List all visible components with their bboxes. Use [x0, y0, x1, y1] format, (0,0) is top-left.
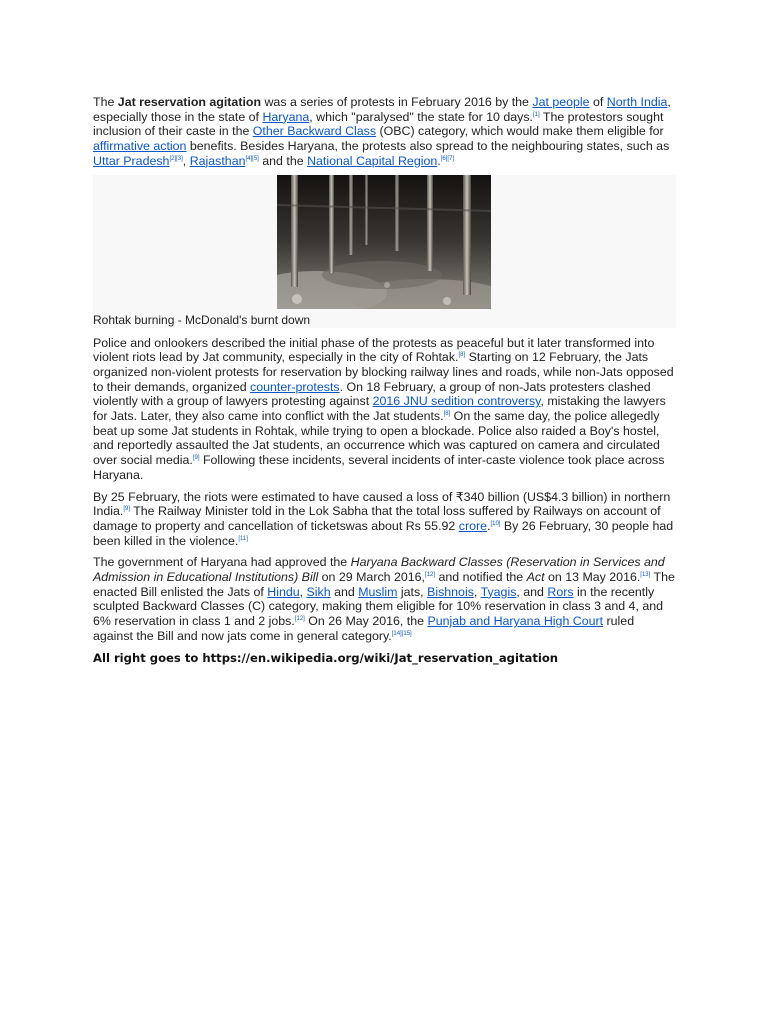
text: . On 18 February, a group of non-Jats protesters clashed violently with a group of lawyers protesting against [93, 379, 651, 409]
text: ruled against the Bill and now jats come in general category. [93, 614, 635, 643]
bill-title-italic: Haryana Backward Classes (Reservation in Services and Admission in Educational Institutions) Bill [93, 555, 665, 585]
link-north-india[interactable]: North India [606, 95, 668, 109]
text: was a series of protests in February 2016 by the [261, 95, 533, 109]
text: benefits. Besides Haryana, the protests also spread to the neighbouring states, such as [186, 139, 670, 154]
link-national-capital-region[interactable]: National Capital Region [307, 153, 438, 168]
text: By 26 February, 30 people had been killed in the violence. [93, 518, 674, 548]
text: (OBC) category, which would make them eligible for [376, 124, 664, 139]
link-rajasthan[interactable]: Rajasthan [189, 153, 246, 168]
text: , [473, 584, 481, 599]
text: of [589, 95, 607, 109]
text: and the [258, 153, 308, 168]
link-tyagis[interactable]: Tyagis [480, 584, 517, 599]
text: in the recently sculpted Backward Classes (C) category, making them eligible for 10% reservation in class 3 and 4, and 6% reservation in class 1 and 2 jobs. [93, 584, 664, 629]
link-rors[interactable]: Rors [547, 584, 574, 599]
citation-ref[interactable]: [12] [294, 616, 305, 623]
article-body [93, 95, 676, 665]
text: On the same day, the police allegedly beat up some Jat students in Rohtak, while trying to open a blockade. Police also raided a Boy's hostel, and reportedly assaulted the Jat students, an occurrence which was captured on camera and circulated over social media. [93, 409, 660, 468]
text: jats, [397, 584, 428, 599]
article-subject-bold: Jat reservation agitation [117, 95, 262, 109]
figure-caption: Rohtak burning - McDonald's burnt down [93, 312, 311, 327]
text: on 13 May 2016. [544, 570, 641, 585]
photo-illustration [277, 175, 491, 309]
citation-ref[interactable]: [14][15] [391, 630, 412, 637]
citation-ref[interactable]: [6][7] [440, 155, 455, 162]
text: . [486, 518, 491, 533]
citation-ref[interactable]: [11] [238, 535, 248, 542]
link-bishnois[interactable]: Bishnois [427, 584, 474, 599]
citation-ref[interactable]: [1] [532, 111, 540, 118]
intro-paragraph [93, 95, 676, 169]
protests-paragraph [93, 336, 676, 483]
text: Starting on 12 February, the Jats organized non-violent protests for reservation by blocking railway lines and roads, while non-Jats opposed to their demands, organized [93, 350, 674, 394]
text: . [437, 153, 441, 168]
source-credit: All right goes to https://en.wikipedia.org/wiki/Jat_reservation_agitation [93, 650, 559, 665]
text: on 29 March 2016, [318, 570, 425, 585]
text: , and [516, 584, 548, 599]
citation-ref[interactable]: [2][3] [169, 155, 183, 162]
link-other-backward-class[interactable]: Other Backward Class [252, 124, 377, 139]
citation-ref[interactable]: [8] [443, 410, 451, 417]
text: By 25 February, the riots were estimated to have caused a loss of ₹340 billion (US$4.3 billion) in northern India. [93, 489, 671, 519]
citation-ref[interactable]: [12] [425, 571, 436, 578]
link-uttar-pradesh[interactable]: Uttar Pradesh [93, 153, 170, 168]
citation-ref[interactable]: [9] [123, 506, 130, 513]
text: The government of Haryana had approved the [93, 555, 351, 570]
link-haryana[interactable]: Haryana [262, 109, 310, 124]
text: , [182, 153, 190, 168]
citation-ref[interactable]: [13] [640, 571, 651, 578]
citation-ref[interactable]: [10] [490, 520, 501, 527]
link-jnu-sedition-controversy[interactable]: 2016 JNU sedition controversy [372, 394, 541, 409]
link-muslim[interactable]: Muslim [358, 584, 398, 599]
text: , especially those in the state of [93, 95, 671, 124]
act-italic: Act [526, 570, 545, 585]
text: Following these incidents, several incidents of inter-caste violence took place across Haryana. [93, 453, 665, 482]
text: The enacted Bill enlisted the Jats of [93, 570, 675, 599]
citation-ref[interactable]: [8] [458, 352, 466, 359]
link-counter-protests[interactable]: counter-protests [250, 379, 340, 394]
link-sikh[interactable]: Sikh [306, 584, 331, 599]
text: The Railway Minister told in the Lok Sabha that the total loss suffered by Railways on account of damage to property and cancellation of ticketswas about Rs 55.92 [93, 504, 661, 533]
citation-ref[interactable]: [4][5] [245, 155, 259, 162]
rohtak-burning-photo[interactable] [277, 175, 491, 309]
link-hindu[interactable]: Hindu [267, 584, 300, 599]
figure-block [93, 175, 676, 328]
citation-ref[interactable]: [9] [192, 455, 200, 462]
text: The [93, 95, 118, 109]
text: On 26 May 2016, the [304, 614, 428, 629]
text: , which "paralysed" the state for 10 days. [309, 109, 533, 124]
text: and notified the [435, 570, 527, 585]
text: , mistaking the lawyers for Jats. Later, they also came into conflict with the Jat students. [93, 394, 666, 424]
text: The protestors sought inclusion of their caste in the [93, 109, 664, 139]
bill-paragraph [93, 555, 676, 643]
text: , [299, 584, 307, 599]
link-jat-people[interactable]: Jat people [532, 95, 590, 109]
losses-paragraph [93, 490, 676, 549]
link-crore[interactable]: crore [458, 518, 487, 533]
link-affirmative-action[interactable]: affirmative action [93, 139, 187, 154]
text: Police and onlookers described the initial phase of the protests as peaceful but it later transformed into violent riots lead by Jat community, especially in the city of Rohtak. [93, 335, 655, 365]
link-punjab-haryana-high-court[interactable]: Punjab and Haryana High Court [427, 614, 604, 629]
text: and [330, 584, 359, 599]
